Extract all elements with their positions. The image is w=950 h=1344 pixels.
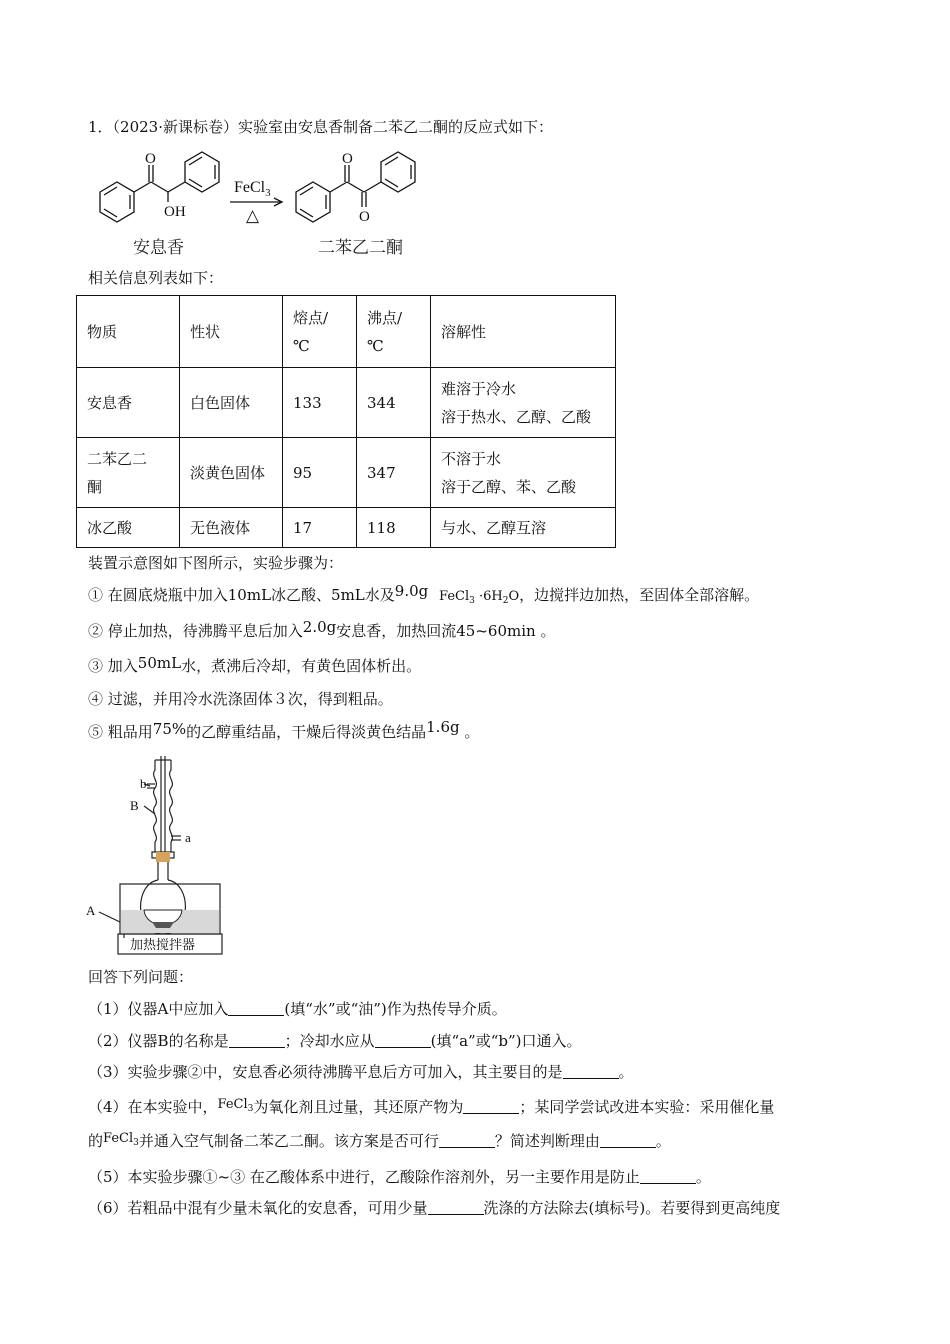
benzil-ring-left bbox=[296, 182, 330, 222]
step-4: ④ 过滤，并用冷水洗涤固体３次，得到粗品。 bbox=[88, 690, 393, 708]
reaction-reagent: FeCl$_3$ bbox=[234, 179, 271, 199]
row-name: 二苯乙二 酮 bbox=[77, 438, 180, 508]
question-4-cont: 的FeCl$_3$并通入空气制备二苯乙二酮。该方案是否可行 ？简述判断理由 。 bbox=[88, 1131, 671, 1150]
answer-blank[interactable] bbox=[229, 1033, 285, 1048]
question-5: （5）本实验步骤①~③ 在乙酸体系中进行，乙酸除作溶剂外，另一主要作用是防止 。 bbox=[88, 1168, 711, 1186]
benzil-carbonyl-o2: O bbox=[359, 209, 370, 225]
condenser-left bbox=[154, 760, 157, 852]
row-mp: 17 bbox=[283, 508, 357, 548]
answer-blank[interactable] bbox=[375, 1033, 431, 1048]
question-4: （4）在本实验中，FeCl$_3$为氧化剂且过量，其还原产物为 ；某同学尝试改进本实验：采用催化量 bbox=[88, 1097, 775, 1116]
question-2: （2）仪器B的名称是 ；冷却水应从 (填“a”或“b”)口通入。 bbox=[88, 1032, 582, 1050]
header-boiling-point: 沸点/ ℃ bbox=[357, 296, 431, 368]
row-mp: 95 bbox=[283, 438, 357, 508]
product-label: 二苯乙二酮 bbox=[318, 238, 403, 258]
benzil-carbonyl-o1: O bbox=[342, 151, 353, 167]
question-source: （2023·新课标卷） bbox=[112, 118, 238, 136]
benzil-ring-right bbox=[381, 152, 415, 192]
question-1: （1）仪器A中应加入 (填“水”或“油”)作为热传导介质。 bbox=[88, 1000, 507, 1018]
answer-blank[interactable] bbox=[428, 1200, 484, 1215]
step-1: ① 在圆底烧瓶中加入10mL冰乙酸、5mL水及9.0g FeCl$_3$ $\cdot 6H_2O$，边搅拌边加热，至固体全部溶解。 bbox=[88, 582, 760, 606]
info-table bbox=[76, 295, 616, 548]
table-row bbox=[77, 368, 616, 438]
answer-blank[interactable] bbox=[600, 1133, 656, 1148]
stopper bbox=[156, 852, 170, 862]
table-intro: 相关信息列表如下： bbox=[88, 269, 224, 287]
row-bp: 118 bbox=[357, 508, 431, 548]
reactant-label: 安息香 bbox=[133, 238, 184, 258]
answer-blank[interactable] bbox=[463, 1099, 519, 1114]
answer-blank[interactable] bbox=[228, 1001, 284, 1016]
step-2: ② 停止加热，待沸腾平息后加入2.0g安息香，加热回流45~60min 。 bbox=[88, 618, 556, 640]
reaction-scheme bbox=[78, 140, 448, 265]
answer-intro: 回答下列问题： bbox=[88, 968, 194, 986]
header-melting-point: 熔点/ ℃ bbox=[283, 296, 357, 368]
port-b-label: b bbox=[140, 776, 147, 791]
answer-blank[interactable] bbox=[640, 1169, 696, 1184]
question-intro: 实验室由安息香制备二苯乙二酮的反应式如下： bbox=[238, 118, 554, 136]
row-state: 白色固体 bbox=[180, 368, 283, 438]
row-solubility: 难溶于冷水 溶于热水、乙醇、乙酸 bbox=[431, 368, 616, 438]
apparatus-diagram bbox=[84, 752, 234, 962]
port-a-label: a bbox=[185, 830, 191, 845]
header-solubility: 溶解性 bbox=[431, 296, 616, 368]
label-a: A bbox=[86, 903, 96, 918]
question-header bbox=[88, 116, 553, 138]
step-5: ⑤ 粗品用75%的乙醇重结晶，干燥后得淡黄色结晶1.6g 。 bbox=[88, 718, 480, 741]
question-number: 1． bbox=[88, 118, 113, 136]
benzoin-ring-left bbox=[100, 182, 134, 222]
row-bp: 347 bbox=[357, 438, 431, 508]
label-b: B bbox=[130, 798, 139, 813]
benzoin-ring-right bbox=[185, 152, 219, 192]
table-row bbox=[77, 508, 616, 548]
table-row bbox=[77, 438, 616, 508]
row-state: 淡黄色固体 bbox=[180, 438, 283, 508]
benzoin-hydroxyl: OH bbox=[164, 204, 186, 220]
step-3: ③ 加入50mL水，煮沸后冷却，有黄色固体析出。 bbox=[88, 654, 422, 675]
stirrer-label: 加热搅拌器 bbox=[130, 938, 196, 953]
answer-blank[interactable] bbox=[563, 1064, 619, 1079]
row-name: 冰乙酸 bbox=[77, 508, 180, 548]
header-substance: 物质 bbox=[77, 296, 180, 368]
row-solubility: 与水、乙醇互溶 bbox=[431, 508, 616, 548]
row-bp: 344 bbox=[357, 368, 431, 438]
header-state: 性状 bbox=[180, 296, 283, 368]
condenser-right bbox=[170, 760, 173, 852]
question-3: （3）实验步骤②中，安息香必须待沸腾平息后方可加入，其主要目的是 。 bbox=[88, 1063, 634, 1081]
row-solubility: 不溶于水 溶于乙醇、苯、乙酸 bbox=[431, 438, 616, 508]
row-mp: 133 bbox=[283, 368, 357, 438]
heat-symbol: △ bbox=[246, 206, 260, 225]
row-name: 安息香 bbox=[77, 368, 180, 438]
answer-blank[interactable] bbox=[439, 1133, 495, 1148]
table-header-row bbox=[77, 296, 616, 368]
question-6: （6）若粗品中混有少量未氧化的安息香，可用少量 洗涤的方法除去(填标号)。若要得到更高纯度 bbox=[88, 1199, 781, 1217]
row-state: 无色液体 bbox=[180, 508, 283, 548]
benzoin-carbonyl-o: O bbox=[145, 151, 156, 167]
steps-intro: 装置示意图如下图所示，实验步骤为： bbox=[88, 554, 344, 572]
